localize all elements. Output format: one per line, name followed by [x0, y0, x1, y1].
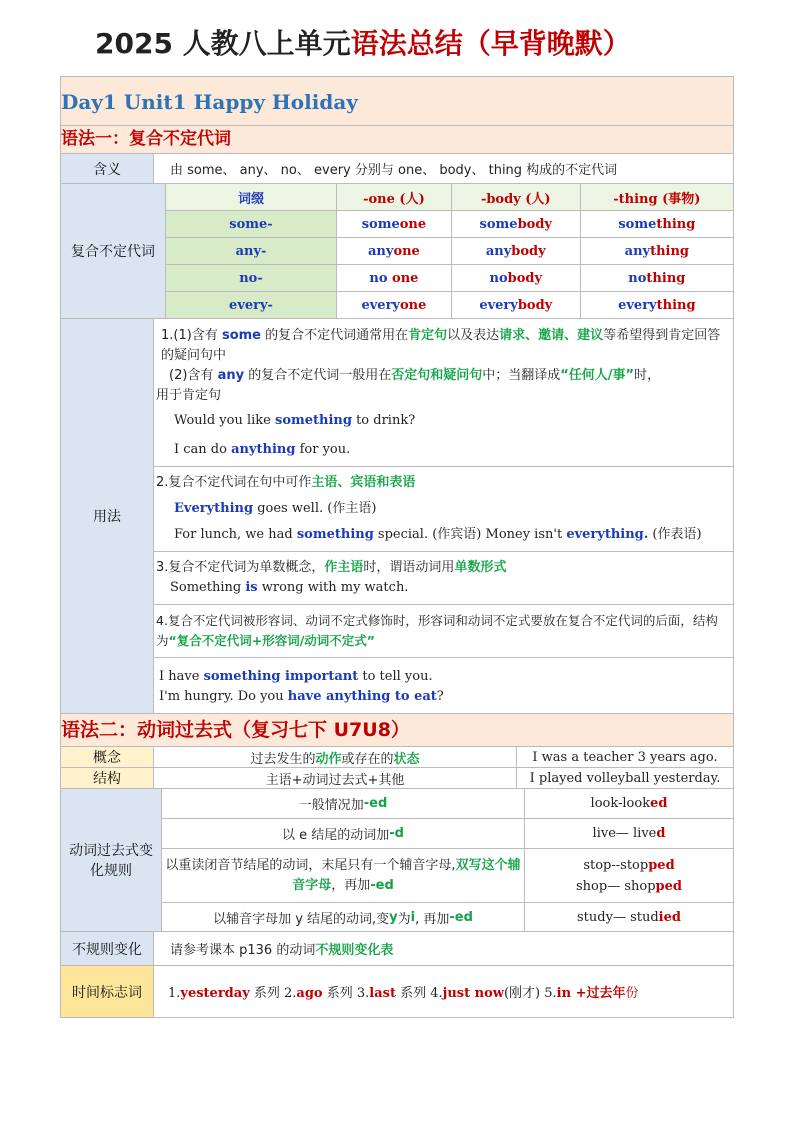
- table-row: [166, 292, 733, 319]
- word-cell: everyone: [337, 292, 452, 319]
- table-row: [166, 211, 733, 238]
- prefix-cell: some-: [166, 211, 337, 238]
- rules-label: 动词过去式变化规则: [61, 789, 162, 931]
- meaning-label: 含义: [61, 154, 154, 183]
- usage-point-4: 4.复合不定代词被形容词、动词不定式修饰时，形容词和动词不定式要放在复合不定代词的后面，结构为“复合不定代词+形容词/动词不定式”: [154, 605, 733, 658]
- compound-table-row: [61, 184, 733, 319]
- structure-row: [61, 768, 733, 789]
- word-cell: somebody: [451, 211, 580, 238]
- time-label: 时间标志词: [61, 966, 154, 1017]
- compound-label: 复合不定代词: [61, 184, 166, 318]
- irregular-text: 请参考课本 p136 的动词 不规则变化表: [170, 943, 394, 958]
- time-words-row: [61, 966, 733, 1018]
- concept-example: I was a teacher 3 years ago.: [532, 749, 718, 765]
- meaning-row: [61, 154, 733, 184]
- time-words: 1.yesterday 系列 2.ago 系列 3.last 系列 4.just now(刚才) 5.in +过去年份: [168, 986, 639, 1001]
- prefix-cell: every-: [166, 292, 337, 319]
- usage-point-3: 3.复合不定代词为单数概念，作主语时，谓语动词用单数形式 Something is wrong with my watch.: [154, 552, 733, 605]
- rule-row: 以重读闭音节结尾的动词，末尾只有一个辅音字母,双写这个辅音字母，再加-ed stop--stopped shop— shopped: [162, 849, 733, 903]
- word-cell: anybody: [451, 238, 580, 265]
- irregular-row: [61, 932, 733, 966]
- word-cell: something: [580, 211, 733, 238]
- grammar-sheet: [60, 76, 734, 1018]
- usage-label: 用法: [61, 319, 154, 713]
- word-cell: anything: [580, 238, 733, 265]
- usage-point-2: 2.复合不定代词在句中可作主语、宾语和表语 Everything goes well. (作主语) For lunch, we had something special. (作宾语) Money isn't everything. (作表语): [154, 467, 733, 552]
- word-cell: anyone: [337, 238, 452, 265]
- grammar2-title: 语法二：动词过去式（复习七下 U7U8）: [61, 714, 733, 747]
- irregular-label: 不规则变化: [61, 932, 154, 965]
- word-cell: someone: [337, 211, 452, 238]
- table-header: 词缀: [166, 184, 337, 211]
- usage-point-1: 1.(1)含有 some 的复合不定代词通常用在肯定句以及表达请求、邀请、建议等希望得到肯定回答的疑问句中 (2)含有 any 的复合不定代词一般用在否定句和疑问句中；当翻译成“任何人/事”时， 用于肯定句 Would you like something to drink? I can do anything for you.: [154, 319, 733, 467]
- concept-label: 概念: [61, 747, 154, 767]
- structure-label: 结构: [61, 768, 154, 788]
- meaning-text: 由 some、 any、 no、 every 分别与 one、 body、 thing 构成的不定代词: [170, 163, 618, 178]
- rules-row: [61, 789, 733, 932]
- word-cell: everybody: [451, 292, 580, 319]
- page-title: 2025 人教八上单元语法总结（早背晚默）: [95, 27, 631, 60]
- structure-text: 主语+动词过去式+其他: [154, 768, 517, 788]
- rule-row: 一般情况加 -ed look-look ed: [162, 789, 733, 819]
- rule-row: 以辅音字母加 y 结尾的动词,变 y 为 i , 再加 -ed study— stud ied: [162, 903, 733, 931]
- word-cell: no one: [337, 265, 452, 292]
- concept-row: [61, 747, 733, 768]
- usage-point-5: I have something important to tell you. I'm hungry. Do you have anything to eat?: [159, 669, 444, 704]
- grammar1-title: 语法一：复合不定代词: [61, 126, 733, 154]
- usage-row: [61, 319, 733, 714]
- prefix-cell: no-: [166, 265, 337, 292]
- table-header: -thing (事物): [580, 184, 733, 211]
- prefix-cell: any-: [166, 238, 337, 265]
- table-header: -one (人): [337, 184, 452, 211]
- table-header: -body (人): [451, 184, 580, 211]
- word-cell: everything: [618, 297, 696, 313]
- word-cell: nothing: [580, 265, 733, 292]
- compound-table: [166, 184, 733, 318]
- word-cell: nobody: [451, 265, 580, 292]
- rule-row: 以 e 结尾的动词加 -d live— live d: [162, 819, 733, 849]
- table-row: [166, 238, 733, 265]
- structure-example: I played volleyball yesterday.: [529, 770, 721, 786]
- day-title: Day1 Unit1 Happy Holiday: [61, 77, 733, 126]
- table-row: [166, 265, 733, 292]
- concept-text: 过去发生的 动作 或存在的 状态: [154, 747, 517, 767]
